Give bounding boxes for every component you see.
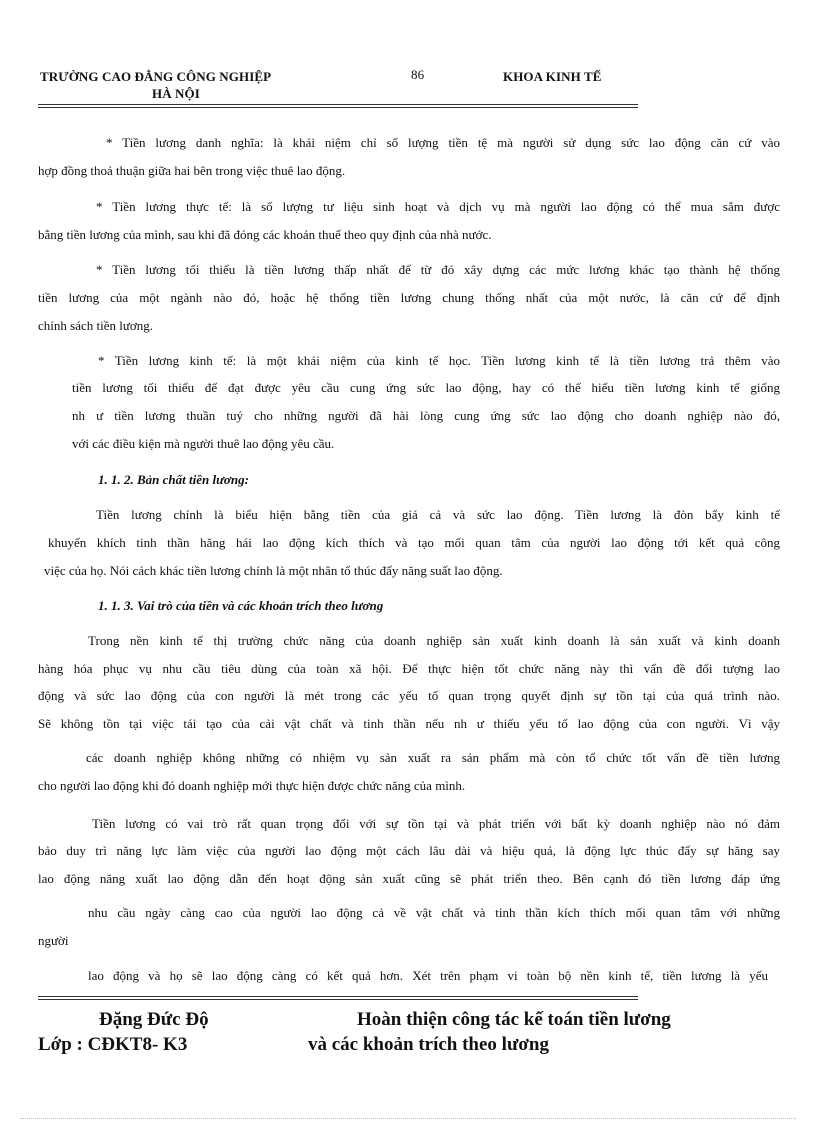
paragraph-line: * Tiền lương thực tế: là số lượng tư liệu sinh hoạt và dịch vụ mà người lao động có thể mua sắm được xyxy=(96,199,780,214)
header-rule-bottom xyxy=(38,107,638,108)
paragraph-line: tiền lương tối thiểu để đạt được yêu cầu cung ứng sức lao động, hay có thể hiểu tiền lương kinh tế giống xyxy=(72,380,780,395)
paragraph-line: Sẽ không tồn tại việc tái tạo của cải vật chất và tinh thần nếu nh ư thiếu yếu tố lao động của con người. Vì vậy xyxy=(38,716,780,731)
paragraph-line: với các điều kiện mà người thuê lao động yêu cầu. xyxy=(72,436,335,451)
footer-title-line2: và các khoản trích theo lương xyxy=(308,1034,549,1055)
paragraph-line: Tiền lương chính là biểu hiện bằng tiền của giá cả và sức lao động. Tiền lương là đòn bẩy kinh tế xyxy=(96,507,780,522)
paragraph-line: * Tiền lương danh nghĩa: là khái niệm chỉ số lượng tiền tệ mà người sử dụng sức lao động căn cứ vào xyxy=(106,135,780,150)
paragraph-line: bảo duy trì năng lực làm việc của người lao động một cách lâu dài và hiệu quả, là động lực thúc đẩy sự hăng say xyxy=(38,843,780,858)
paragraph-line: Tiền lương có vai trò rất quan trọng đối với sự tồn tại và phát triển với bất kỳ doanh nghiệp nào nó đảm xyxy=(92,816,780,831)
paragraph-line: lao động năng xuất lao động dẫn đến hoạt động sản xuất cũng sẽ phát triển theo. Bên cạnh đó tiền lương đáp ứng xyxy=(38,871,780,886)
paragraph-line: lao động và họ sẽ lao động càng có kết quả hơn. Xét trên phạm vi toàn bộ nền kinh tế, tiền lương là yếu xyxy=(88,968,768,983)
paragraph-line: động và sức lao động của con người là mét trong các yếu tố quan trọng quyết định sự tồn tại của quá trình nào. xyxy=(38,688,780,703)
footer-title-line1: Hoàn thiện công tác kế toán tiền lương xyxy=(357,1009,671,1030)
footer-rule-bottom xyxy=(38,999,638,1000)
paragraph-line: nhu cầu ngày càng cao của người lao động cả về vật chất và tinh thần kích thích mối quan tâm với những xyxy=(88,905,780,920)
header-school-line1: TRƯỜNG CAO ĐẲNG CÔNG NGHIỆP xyxy=(40,69,272,84)
paragraph-line: * Tiền lương kinh tế: là một khái niệm của kinh tế học. Tiền lương kinh tế là tiền lương trả thêm vào xyxy=(98,353,780,368)
footer-author: Đặng Đức Độ xyxy=(99,1009,209,1030)
paragraph-line: * Tiền lương tối thiểu là tiền lương thấp nhất để từ đó xây dựng các mức lương khác tạo thành hệ thống xyxy=(96,262,780,277)
paragraph-line: khuyến khích tinh thần hăng hái lao động kích thích và tạo mối quan tâm của người lao động tới kết quả công xyxy=(48,535,780,550)
paragraph-line: bằng tiền lương của mình, sau khi đã đóng các khoản thuế theo quy định của nhà nước. xyxy=(38,227,492,242)
footer-rule-top xyxy=(38,996,638,997)
section-heading-1-1-2: 1. 1. 2. Bản chất tiền lương: xyxy=(98,472,249,487)
paragraph-line: tiền lương của một ngành nào đó, hoặc hệ thống tiền lương chung thống nhất của một nước, là căn cứ để định xyxy=(38,290,780,305)
section-heading-1-1-3: 1. 1. 3. Vai trò của tiền và các khoản trích theo lương xyxy=(98,598,384,613)
paragraph-line: hàng hóa phục vụ nhu cầu tiêu dùng của toàn xã hội. Để thực hiện tốt chức năng này thì vấn đề đối tượng lao xyxy=(38,661,780,676)
paragraph-line: người xyxy=(38,933,69,948)
header-school-line2: HÀ NỘI xyxy=(152,86,200,101)
paragraph-line: việc của họ. Nói cách khác tiền lương chính là một nhân tố thúc đẩy năng suất lao động. xyxy=(44,563,503,578)
paragraph-line: các doanh nghiệp không những có nhiệm vụ sản xuất ra sản phẩm mà còn tổ chức tốt vấn đề tiền lương xyxy=(86,750,780,765)
paragraph-line: Trong nền kinh tế thị trường chức năng của doanh nghiệp sản xuất kinh doanh là sản xuất và kinh doanh xyxy=(88,633,780,648)
paragraph-line: chính sách tiền lương. xyxy=(38,318,154,333)
header-rule-top xyxy=(38,104,638,105)
page-bottom-divider xyxy=(20,1118,796,1119)
header-department: KHOA KINH TẾ xyxy=(503,69,602,84)
paragraph-line: nh ư tiền lương thuần tuý cho những người đã hài lòng cung ứng sức lao động cho doanh nghiệp nào đó, xyxy=(72,408,780,423)
footer-class: Lớp : CĐKT8- K3 xyxy=(38,1034,188,1055)
page-number: 86 xyxy=(411,67,425,82)
paragraph-line: hợp đồng thoả thuận giữa hai bên trong việc thuê lao động. xyxy=(38,163,346,178)
paragraph-line: cho người lao động khi đó doanh nghiệp mới thực hiện được chức năng của mình. xyxy=(38,778,466,793)
